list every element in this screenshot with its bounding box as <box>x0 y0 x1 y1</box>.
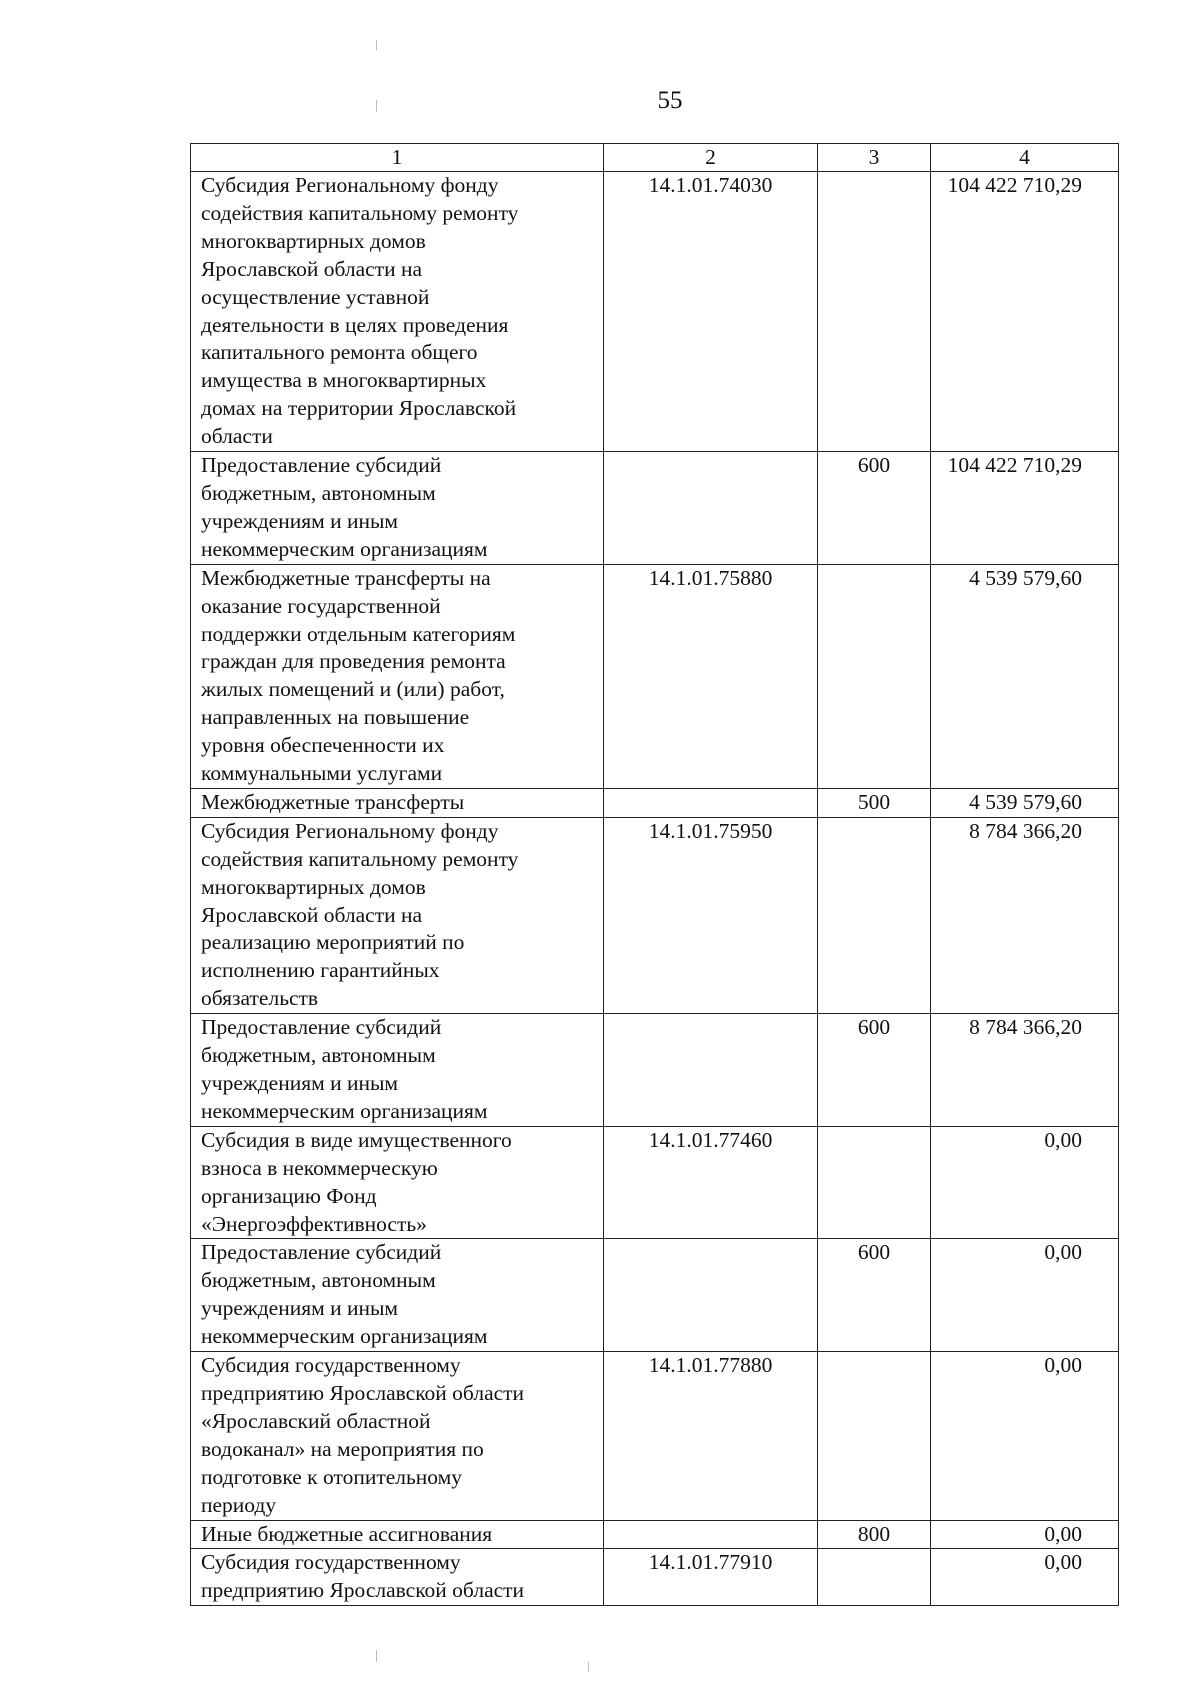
row-amount: 104 422 710,29 <box>931 172 1119 452</box>
row-type <box>818 172 931 452</box>
table-row <box>191 1126 1119 1239</box>
row-description: Субсидия Региональному фонду содействия капитальному ремонту многоквартирных домов Ярославской области на осуществление уставной деятельности в целях проведения капитального ремонта общего имущества в многоквартирных домах на территории Ярославской области <box>191 172 604 452</box>
row-code: 14.1.01.77910 <box>604 1549 818 1606</box>
row-amount: 4 539 579,60 <box>931 788 1119 817</box>
row-amount: 0,00 <box>931 1549 1119 1606</box>
row-amount: 8 784 366,20 <box>931 1014 1119 1127</box>
scan-artifact <box>588 1662 589 1672</box>
row-type: 600 <box>818 452 931 565</box>
table-row <box>191 564 1119 788</box>
table-row <box>191 1352 1119 1520</box>
table-row <box>191 1014 1119 1127</box>
row-code: 14.1.01.75950 <box>604 817 818 1013</box>
row-amount: 104 422 710,29 <box>931 452 1119 565</box>
row-code: 14.1.01.77880 <box>604 1352 818 1520</box>
table-row <box>191 172 1119 452</box>
row-description: Предоставление субсидий бюджетным, автономным учреждениям и иным некоммерческим организациям <box>191 1014 604 1127</box>
row-code: 14.1.01.74030 <box>604 172 818 452</box>
row-code <box>604 452 818 565</box>
row-code <box>604 1520 818 1549</box>
row-description: Субсидия государственному предприятию Ярославской области <box>191 1549 604 1606</box>
table-row <box>191 1520 1119 1549</box>
row-code <box>604 1239 818 1352</box>
table-row <box>191 1549 1119 1606</box>
scan-artifact <box>376 40 377 50</box>
row-description: Межбюджетные трансферты на оказание государственной поддержки отдельным категориям граждан для проведения ремонта жилых помещений и (или) работ, направленных на повышение уровня обеспеченности их коммунальными услугами <box>191 564 604 788</box>
row-amount: 4 539 579,60 <box>931 564 1119 788</box>
scan-artifact <box>376 100 377 112</box>
row-code: 14.1.01.75880 <box>604 564 818 788</box>
budget-table <box>190 143 1119 1606</box>
page-number: 55 <box>657 87 683 114</box>
row-description: Субсидия Региональному фонду содействия капитальному ремонту многоквартирных домов Ярославской области на реализацию мероприятий по исполнению гарантийных обязательств <box>191 817 604 1013</box>
row-amount: 0,00 <box>931 1239 1119 1352</box>
row-amount: 0,00 <box>931 1520 1119 1549</box>
row-code <box>604 1014 818 1127</box>
column-header-2: 2 <box>604 144 818 172</box>
table-row <box>191 817 1119 1013</box>
row-description: Межбюджетные трансферты <box>191 788 604 817</box>
row-description: Субсидия в виде имущественного взноса в некоммерческую организацию Фонд «Энергоэффективность» <box>191 1126 604 1239</box>
row-amount: 8 784 366,20 <box>931 817 1119 1013</box>
row-type: 600 <box>818 1239 931 1352</box>
table-row <box>191 452 1119 565</box>
row-amount: 0,00 <box>931 1126 1119 1239</box>
row-amount: 0,00 <box>931 1352 1119 1520</box>
row-description: Иные бюджетные ассигнования <box>191 1520 604 1549</box>
row-type <box>818 817 931 1013</box>
row-type <box>818 1126 931 1239</box>
row-type: 800 <box>818 1520 931 1549</box>
row-type: 600 <box>818 1014 931 1127</box>
row-code: 14.1.01.77460 <box>604 1126 818 1239</box>
row-description: Предоставление субсидий бюджетным, автономным учреждениям и иным некоммерческим организациям <box>191 452 604 565</box>
table-row <box>191 788 1119 817</box>
row-description: Предоставление субсидий бюджетным, автономным учреждениям и иным некоммерческим организациям <box>191 1239 604 1352</box>
row-type: 500 <box>818 788 931 817</box>
row-code <box>604 788 818 817</box>
header-row <box>191 144 1119 172</box>
row-type <box>818 1352 931 1520</box>
scan-artifact <box>376 1650 377 1662</box>
column-header-1: 1 <box>191 144 604 172</box>
row-description: Субсидия государственному предприятию Ярославской области «Ярославский областной водоканал» на мероприятия по подготовке к отопительному периоду <box>191 1352 604 1520</box>
table-row <box>191 1239 1119 1352</box>
column-header-4: 4 <box>931 144 1119 172</box>
row-type <box>818 1549 931 1606</box>
row-type <box>818 564 931 788</box>
column-header-3: 3 <box>818 144 931 172</box>
